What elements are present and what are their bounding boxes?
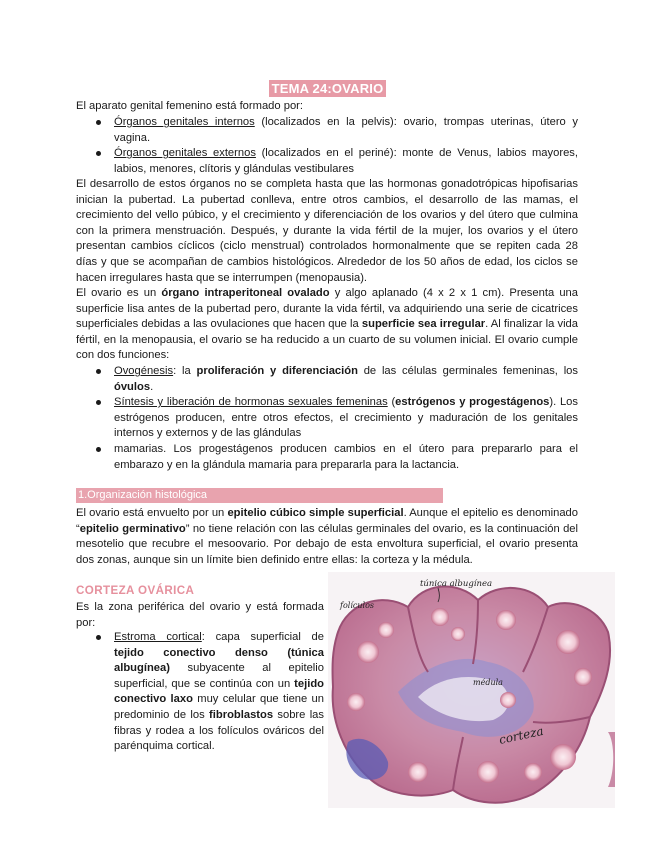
micrograph-svg — [328, 572, 615, 808]
intro-text: El aparato genital femenino está formado por: — [76, 100, 303, 112]
functions-list — [76, 364, 578, 473]
bullet-icon — [96, 120, 101, 125]
organs-list — [76, 115, 578, 177]
histology-paragraph: El ovario está envuelto por un epitelio cúbico simple superficial. Aunque el epitelio es denominado “epitelio germinativo” no tiene relación con las células germinales del ovario, es la continuación del mesotelio que recubre el mesoovario. Por debajo de esta envoltura superficial, el ovario presenta dos zonas, aunque sin un límite bien definido entre ellas: la corteza y la médula. — [76, 507, 578, 566]
ovary-paragraph: El ovario es un órgano intraperitoneal ovalado y algo aplanado (4 x 2 x 1 cm). Presenta una superficie lisa antes de la pubertad pero, durante la vida fértil, va adquiriendo una serie de cicatrices superficiales debidas a las ovulaciones que hacen que la superficie sea irregular. Al finalizar la vida fértil, en la menopausia, el ovario se ha reducido a un cuarto de su volumen inicial. El ovario cumple con dos funciones: — [76, 287, 579, 362]
page-title: TEMA 24:OVARIO — [269, 80, 387, 97]
cortex-list — [76, 630, 324, 755]
label-albuginea: túnica albugínea — [420, 579, 493, 589]
list-item: Órganos genitales internos (localizados en la pelvis): ovario, trompas uterinas, útero y vagina. — [76, 115, 578, 146]
development-paragraph: El desarrollo de estos órganos no se completa hasta que las hormonas gonadotrópicas hipofisarias inician la pubertad. La pubertad conlleva, entre otros cambios, el desarrollo de las mamas, el crecimiento del vello púbico, y el crecimiento y diferenciación de los ovarios y del útero que culmina con la primera menstruación. Después, y durante la vida fértil de la mujer, los ovarios y el útero presentan cambios cíclicos (ciclo menstrual) controlados hormonalmente que se repiten cada 28 días y que se acompañan de cambios histológicos. Alrededor de los 50 años de edad, los ciclos se hacen irregulares hasta que se interrumpen (menopausia). — [76, 178, 578, 284]
cortex-heading: CORTEZA OVÁRICA — [76, 584, 195, 597]
list-item: Síntesis y liberación de hormonas sexuales femeninas (estrógenos y progestágenos). Los estrógenos producen, entre otros efectos, el crecimiento y maduración de los genitales internos y externos y de las glándulas — [76, 395, 578, 442]
label-medula: médula — [473, 678, 503, 687]
bullet-icon — [96, 400, 101, 405]
ovary-micrograph — [328, 572, 615, 808]
list-item: Ovogénesis: la proliferación y diferenciación de las células germinales femeninas, los óvulos. — [76, 364, 578, 395]
bullet-icon — [96, 151, 101, 156]
label-corteza: corteza — [497, 723, 545, 747]
list-item: mamarias. Los progestágenos producen cambios en el útero para prepararlo para el embarazo y en la glándula mamaria para prepararla para la lactancia. — [76, 442, 578, 473]
bullet-icon — [96, 635, 101, 640]
bullet-icon — [96, 447, 101, 452]
cortex-intro: Es la zona periférica del ovario y está formada por: — [76, 601, 324, 629]
label-foliculos: folículos — [340, 601, 375, 610]
bullet-icon — [96, 369, 101, 374]
section-heading: 1.Organización histológica — [76, 488, 443, 503]
list-item: Estroma cortical: capa superficial de tejido conectivo denso (túnica albugínea) subyacente al epitelio superficial, que se continúa con un tejido conectivo laxo muy celular que tiene un predominio de los fibroblastos sobre las fibras y rodea a los folículos ováricos del parénquima cortical. — [76, 630, 324, 755]
list-item: Órganos genitales externos (localizados en el periné): monte de Venus, labios mayores, labios, menores, clítoris y glándulas vestibulares — [76, 146, 578, 177]
